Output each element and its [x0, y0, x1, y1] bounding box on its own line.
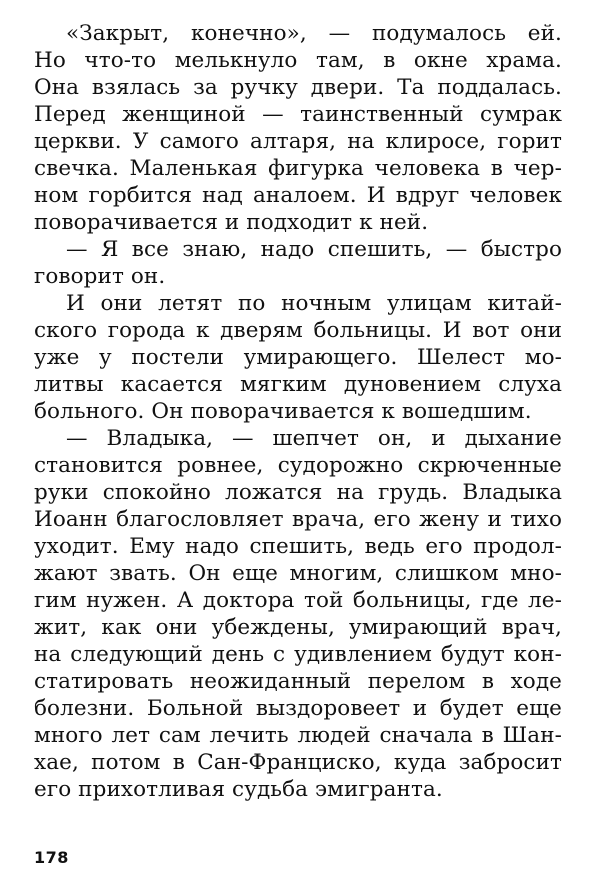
text-line: уходит. Ему надо спешить, ведь его продол- — [34, 534, 562, 559]
text-line: — Я все знаю, надо спешить, — быстро — [66, 237, 562, 262]
text-line: Иоанн благословляет врача, его жену и тихо — [34, 507, 562, 532]
text-line: много лет сам лечить людей сначала в Шан- — [34, 723, 562, 748]
body-text — [34, 20, 562, 803]
text-line: Перед женщиной — таинственный сумрак — [34, 102, 562, 127]
text-line: жают звать. Он еще многим, слишком мно- — [34, 561, 562, 586]
text-line: жит, как они убеждены, умирающий врач, — [34, 615, 562, 640]
text-line: свечка. Маленькая фигурка человека в чер- — [34, 156, 562, 181]
text-line: больного. Он поворачивается к вошедшим. — [34, 399, 532, 424]
text-line: хае, потом в Сан-Франциско, куда забросит — [34, 750, 562, 775]
text-line: — Владыка, — шепчет он, и дыхание — [66, 426, 562, 451]
text-line: его прихотливая судьба эмигранта. — [34, 777, 443, 802]
text-line: становится ровнее, судорожно скрюченные — [34, 453, 562, 478]
text-line: статировать неожиданный перелом в ходе — [34, 669, 562, 694]
text-line: гим нужен. А доктора той больницы, где ле- — [34, 588, 562, 613]
text-line: уже у постели умирающего. Шелест мо- — [34, 345, 562, 370]
text-line: на следующий день с удивлением будут кон- — [34, 642, 562, 667]
text-line: ского города к дверям больницы. И вот они — [34, 318, 562, 343]
text-line: литвы касается мягким дуновением слуха — [34, 372, 562, 397]
text-line: говорит он. — [34, 264, 166, 289]
text-line: руки спокойно ложатся на грудь. Владыка — [34, 480, 562, 505]
text-line: Она взялась за ручку двери. Та поддалась. — [34, 75, 562, 100]
page-number: 178 — [34, 848, 69, 867]
text-line: «Закрыт, конечно», — подумалось ей. — [66, 21, 562, 46]
text-line: церкви. У самого алтаря, на клиросе, горит — [34, 129, 562, 154]
text-line: поворачивается и подходит к ней. — [34, 210, 429, 235]
text-line: ном горбится над аналоем. И вдруг человек — [34, 183, 562, 208]
text-line: И они летят по ночным улицам китай- — [66, 291, 562, 316]
text-line: болезни. Больной выздоровеет и будет еще — [34, 696, 562, 721]
text-line: Но что-то мелькнуло там, в окне храма. — [34, 48, 562, 73]
